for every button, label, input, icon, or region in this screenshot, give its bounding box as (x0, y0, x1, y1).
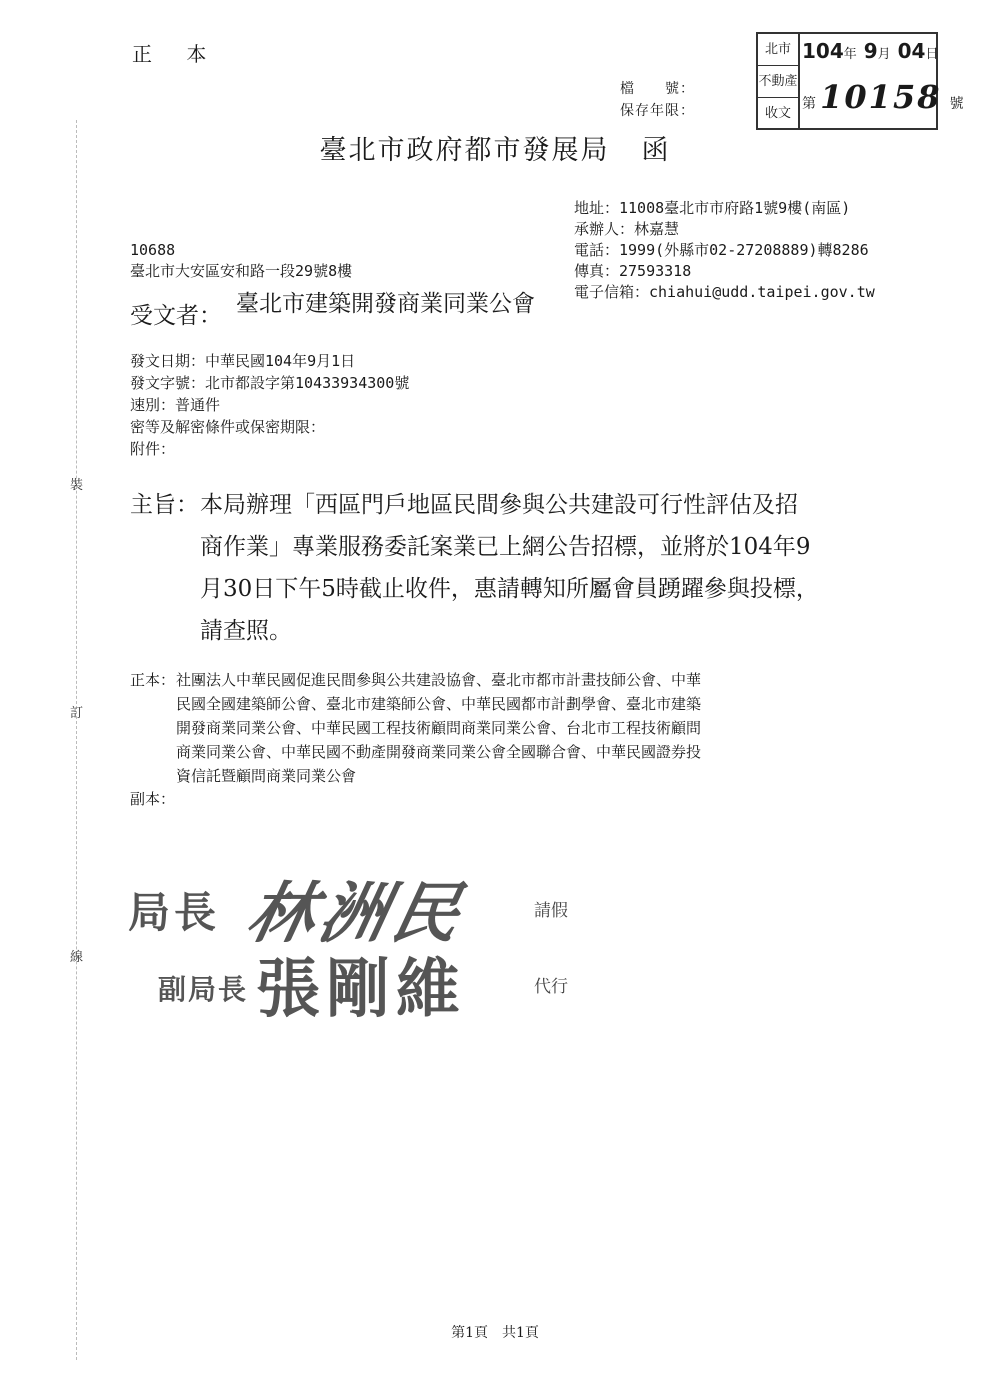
stamp-year: 104 (802, 39, 844, 63)
copy-label: 正 本 (132, 42, 221, 66)
stamp-number (802, 78, 964, 116)
signature-name-deputy: 張剛維 (256, 952, 466, 1027)
binding-mark-1: 裝 (70, 478, 84, 493)
subject-text: 本局辦理「西區門戶地區民間參與公共建設可行性評估及招 商作業」專業服務委託案業已上網公告招標，並將於104年9 月30日下午5時截止收件，惠請轉知所屬會員踴躍參與投標， 請查照。 (200, 492, 819, 644)
recipient-label: 受文者： (130, 303, 222, 329)
page-number: 第1頁 共1頁 (451, 1325, 539, 1341)
stamp-day-unit: 日 (925, 47, 939, 62)
file-meta (620, 78, 695, 122)
subject-label: 主旨： (130, 492, 199, 518)
signature-note-leave: 請假 (534, 901, 568, 921)
recipient-name: 臺北市建築開發商業同業公會 (236, 291, 535, 317)
issue-date: 發文日期：中華民國104年9月1日 (130, 352, 356, 370)
document-number: 發文字號：北市都設字第10433934300號 (130, 374, 410, 392)
stamp-cell-city: 北市 (758, 34, 798, 66)
recipient-address: 臺北市大安區安和路一段29號8樓 (130, 262, 353, 280)
stamp-month-unit: 月 (877, 47, 891, 62)
retention-label: 保存年限： (620, 103, 695, 119)
signature-title-deputy: 副局長 (158, 973, 249, 1006)
binding-line (76, 120, 77, 1360)
sender-handler: 承辦人：林嘉慧 (574, 220, 680, 238)
recipient-address-block (130, 240, 352, 282)
file-no-label: 檔 號： (620, 81, 695, 97)
original-label: 正本： (130, 671, 176, 689)
attachment: 附件： (130, 440, 176, 458)
sender-address: 地址：11008臺北市市府路1號9樓(南區) (574, 199, 851, 217)
signature-note-acting: 代行 (534, 977, 568, 997)
document-title (0, 128, 990, 167)
stamp-year-unit: 年 (843, 47, 857, 62)
recipient-postal-code: 10688 (130, 241, 176, 259)
copy-label: 副本： (130, 790, 176, 808)
sender-info (574, 198, 875, 303)
signature-title-director: 局長 (128, 888, 221, 937)
receipt-stamp (756, 32, 964, 130)
agency-name: 臺北市政府都市發展局 (319, 135, 610, 166)
document-type: 函 (641, 135, 671, 166)
stamp-cell-receive: 收文 (764, 106, 791, 121)
sender-fax: 傳真：27593318 (574, 262, 692, 280)
stamp-day: 04 (897, 39, 926, 63)
sender-email: 電子信箱：chiahui@udd.taipei.gov.tw (574, 283, 875, 301)
original-recipients: 社團法人中華民國促進民間參與公共建設協會、臺北市都市計畫技師公會、中華 民國全國建築師公會、臺北市建築師公會、中華民國都市計劃學會、臺北市建築 開發商業同業公會、中華民國工程技術顧問商業同業公會、台北市工程技術顧問 商業同業公會、中華民國不動產開發商業同業公會全國聯合會、中華民國證券投 資信託暨顧問商業同業公會 (176, 671, 702, 785)
stamp-agency-column (758, 34, 800, 128)
stamp-no-value: 10158 (820, 78, 942, 116)
stamp-cell-realestate: 不動產 (758, 66, 798, 98)
stamp-no-prefix: 第 (802, 96, 816, 112)
signature-name-director: 林洲民 (240, 874, 474, 952)
stamp-date (802, 39, 939, 63)
binding-mark-2: 訂 (70, 706, 84, 721)
secrecy-level: 密等及解密條件或保密期限： (130, 418, 326, 436)
document-fields (130, 350, 409, 460)
sender-phone: 電話：1999(外縣市02-27208889)轉8286 (574, 241, 869, 259)
stamp-no-suffix: 號 (949, 96, 964, 112)
delivery-speed: 速別：普通件 (130, 396, 221, 414)
binding-mark-3: 線 (70, 950, 84, 965)
stamp-month: 9 (863, 39, 878, 63)
